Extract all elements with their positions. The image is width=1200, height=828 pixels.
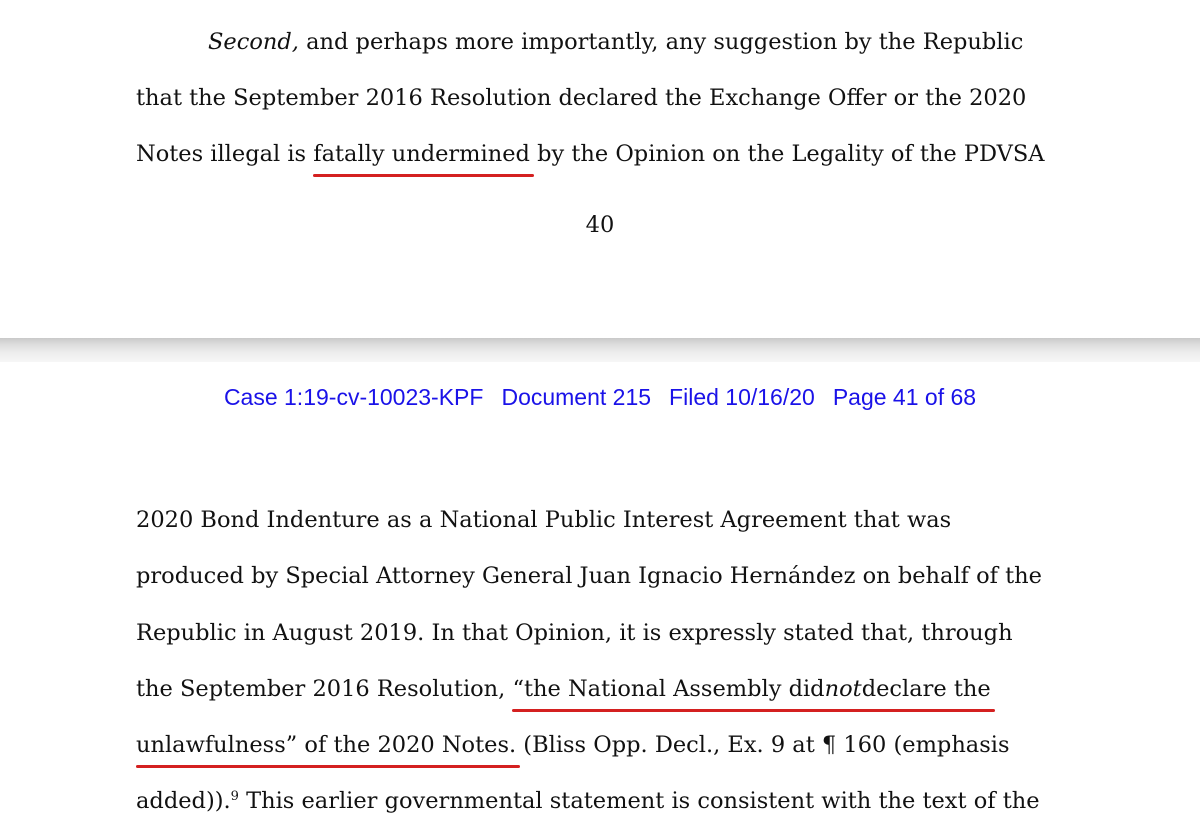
text-run: 2020 Bond Indenture as a National Public Interest Agreement that was — [136, 507, 952, 533]
italic-text: Second, — [208, 29, 299, 55]
text-run: the September 2016 Resolution, — [136, 676, 513, 702]
paragraph-line-7 — [136, 674, 991, 704]
case-header — [0, 382, 1200, 412]
paragraph-line-9 — [136, 786, 1040, 816]
text-run: that the September 2016 Resolution declared the Exchange Offer or the 2020 — [136, 85, 1027, 111]
paragraph-line-6 — [136, 618, 1013, 648]
text-run: (Bliss Opp. Decl., Ex. 9 at ¶ 160 (emphasis — [516, 732, 1010, 758]
text-run: This earlier governmental statement is consistent with the text of the — [238, 788, 1040, 814]
underlined-text: “the National Assembly did — [512, 676, 825, 702]
underlined-text: not — [824, 676, 862, 702]
paragraph-line-8 — [136, 730, 1010, 760]
page-divider — [0, 338, 1200, 362]
page-number: 40 — [585, 212, 615, 238]
text-run: Republic in August 2019. In that Opinion, it is expressly stated that, through — [136, 620, 1013, 646]
filed-date: Filed 10/16/20 — [669, 384, 815, 410]
page-count: Page 41 of 68 — [832, 384, 977, 410]
footnote-marker: 9 — [230, 789, 239, 804]
text-run: produced by Special Attorney General Juan Ignacio Hernández on behalf of the — [136, 563, 1042, 589]
case-number: Case 1:19-cv-10023-KPF — [223, 384, 484, 410]
underlined-text: fatally undermined — [313, 141, 530, 167]
paragraph-line-3 — [136, 139, 1045, 169]
underlined-text: declare the — [861, 676, 991, 702]
text-run: and perhaps more importantly, any suggestion by the Republic — [298, 29, 1024, 55]
page-41 — [0, 362, 1200, 828]
text-run: added)). — [136, 788, 231, 814]
page-40 — [0, 0, 1200, 338]
paragraph-line-2 — [136, 83, 1026, 113]
paragraph-line-4 — [136, 505, 951, 535]
paragraph-line-5 — [136, 561, 1042, 591]
text-run: Notes illegal is — [136, 141, 314, 167]
text-run: by the Opinion on the Legality of the PDVSA — [529, 141, 1045, 167]
paragraph-line-1 — [208, 27, 1023, 57]
document-number: Document 215 — [501, 384, 652, 410]
underlined-text: unlawfulness” of the 2020 Notes. — [136, 732, 517, 758]
